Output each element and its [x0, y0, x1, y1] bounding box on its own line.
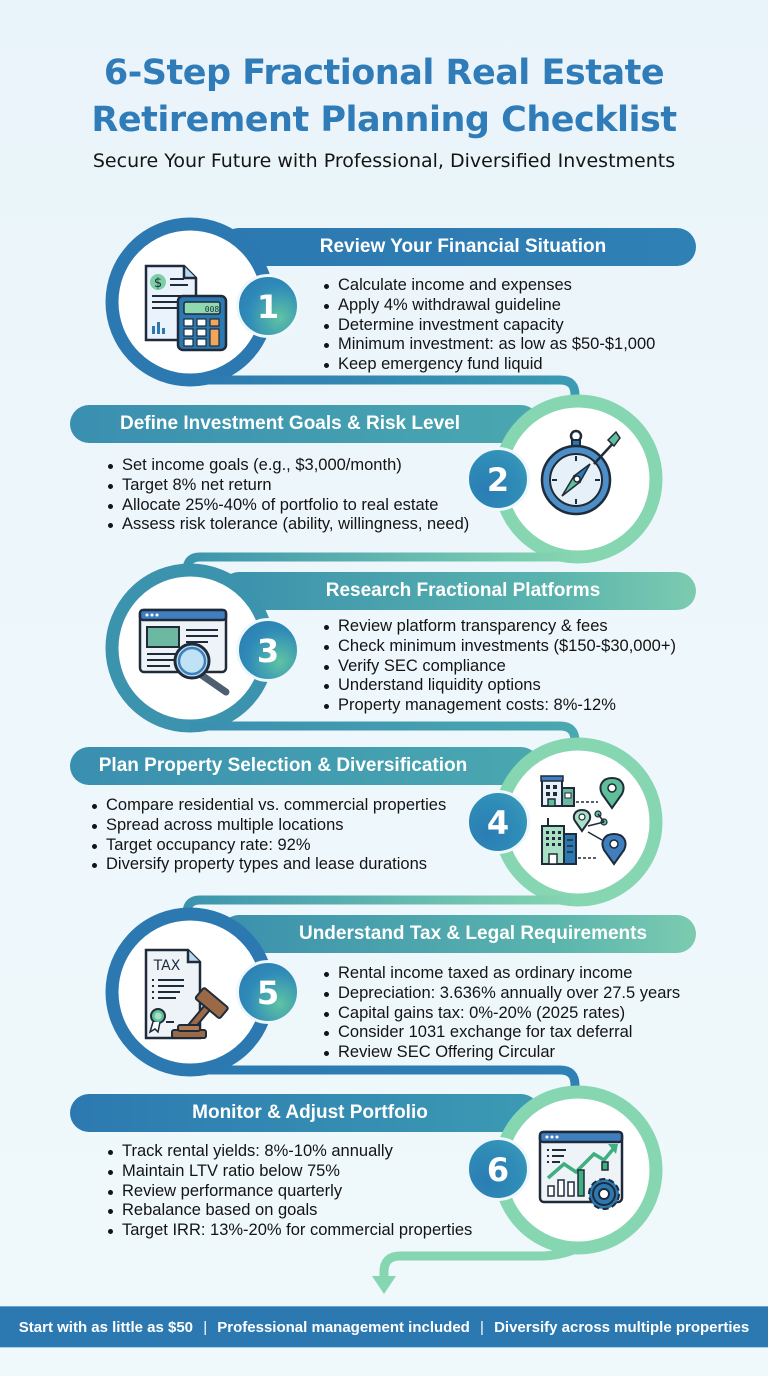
- step-1-number-badge: 1: [236, 274, 300, 338]
- footer-item-diversify: Diversify across multiple properties: [494, 1319, 750, 1336]
- svg-text:$: $: [153, 276, 163, 291]
- step-4-bullet: Diversify property types and lease durations: [90, 855, 446, 875]
- step-5-bullet: Capital gains tax: 0%-20% (2025 rates): [322, 1004, 680, 1024]
- step-6-title: Monitor & Adjust Portfolio: [192, 1102, 428, 1123]
- step-3-bullet: Check minimum investments ($150-$30,000+): [322, 637, 676, 657]
- step-6-bullet: Target IRR: 13%-20% for commercial properties: [106, 1221, 472, 1241]
- svg-text:TAX: TAX: [153, 958, 181, 974]
- step-1-bullet: Keep emergency fund liquid: [322, 355, 655, 375]
- svg-text:008: 008: [204, 305, 220, 314]
- step-3-bullet-list: [322, 617, 676, 716]
- step-5-bullet: Depreciation: 3.636% annually over 27.5 years: [322, 984, 680, 1004]
- footer-separator: |: [203, 1319, 208, 1336]
- step-6-bullet: Maintain LTV ratio below 75%: [106, 1162, 472, 1182]
- footer-item-management: Professional management included: [217, 1319, 470, 1336]
- step-2-bullet-list: [106, 456, 469, 535]
- step-4-number-badge: 4: [466, 790, 530, 854]
- step-1-bullet-list: [322, 276, 655, 375]
- step-4-title: Plan Property Selection & Diversification: [98, 755, 468, 776]
- step-3-bullet: Review platform transparency & fees: [322, 617, 676, 637]
- step-5-bullet: Rental income taxed as ordinary income: [322, 964, 680, 984]
- step-1-title: Review Your Financial Situation: [319, 236, 607, 257]
- step-2-title: Define Investment Goals & Risk Level: [119, 413, 460, 434]
- step-2-bullet: Set income goals (e.g., $3,000/month): [106, 456, 469, 476]
- dashboard-chart-gear-icon: [538, 1130, 630, 1214]
- step-6-number-badge: 6: [466, 1137, 530, 1201]
- step-3-bullet: Verify SEC compliance: [322, 657, 676, 677]
- step-4-bullet: Spread across multiple locations: [90, 816, 446, 836]
- step-4-bullet-list: [90, 796, 446, 875]
- step-4-bullet: Compare residential vs. commercial properties: [90, 796, 446, 816]
- step-3-number-badge: 3: [236, 618, 300, 682]
- step-5-bullet: Consider 1031 exchange for tax deferral: [322, 1023, 680, 1043]
- tax-document-gavel-icon: [140, 946, 240, 1042]
- footer-banner: [0, 1306, 768, 1348]
- step-4-bullet: Target occupancy rate: 92%: [90, 836, 446, 856]
- step-6-bullet: Rebalance based on goals: [106, 1201, 472, 1221]
- step-1-bullet: Determine investment capacity: [322, 316, 655, 336]
- page-title-line-2: Retirement Planning Checklist: [91, 100, 677, 140]
- footer-item-min-investment: Start with as little as $50: [18, 1319, 194, 1336]
- step-2-number-badge: 2: [466, 447, 530, 511]
- step-5-bullet: Review SEC Offering Circular: [322, 1043, 680, 1063]
- page-title-line-1: 6-Step Fractional Real Estate: [103, 53, 665, 93]
- financial-document-calculator-icon: [140, 262, 230, 352]
- step-2-bullet: Allocate 25%-40% of portfolio to real estate: [106, 496, 469, 516]
- step-2-bullet: Assess risk tolerance (ability, willingness, need): [106, 515, 469, 535]
- step-3-title: Research Fractional Platforms: [325, 580, 601, 601]
- step-2-bullet: Target 8% net return: [106, 476, 469, 496]
- compass-target-icon: [536, 428, 626, 518]
- step-5-bullet-list: [322, 964, 680, 1063]
- step-5-number-badge: 5: [236, 960, 300, 1024]
- buildings-map-pins-icon: [538, 774, 634, 866]
- step-5-title: Understand Tax & Legal Requirements: [298, 923, 648, 944]
- step-6-bullet: Review performance quarterly: [106, 1182, 472, 1202]
- step-1-bullet: Apply 4% withdrawal guideline: [322, 296, 655, 316]
- footer-separator: |: [480, 1319, 484, 1336]
- browser-magnifier-icon: [138, 608, 238, 698]
- step-1-bullet: Calculate income and expenses: [322, 276, 655, 296]
- step-6-bullet: Track rental yields: 8%-10% annually: [106, 1142, 472, 1162]
- step-3-bullet: Understand liquidity options: [322, 676, 676, 696]
- step-3-bullet: Property management costs: 8%-12%: [322, 696, 676, 716]
- step-1-bullet: Minimum investment: as low as $50-$1,000: [322, 335, 655, 355]
- page-subtitle: Secure Your Future with Professional, Diversified Investments: [92, 150, 676, 172]
- step-6-bullet-list: [106, 1142, 472, 1241]
